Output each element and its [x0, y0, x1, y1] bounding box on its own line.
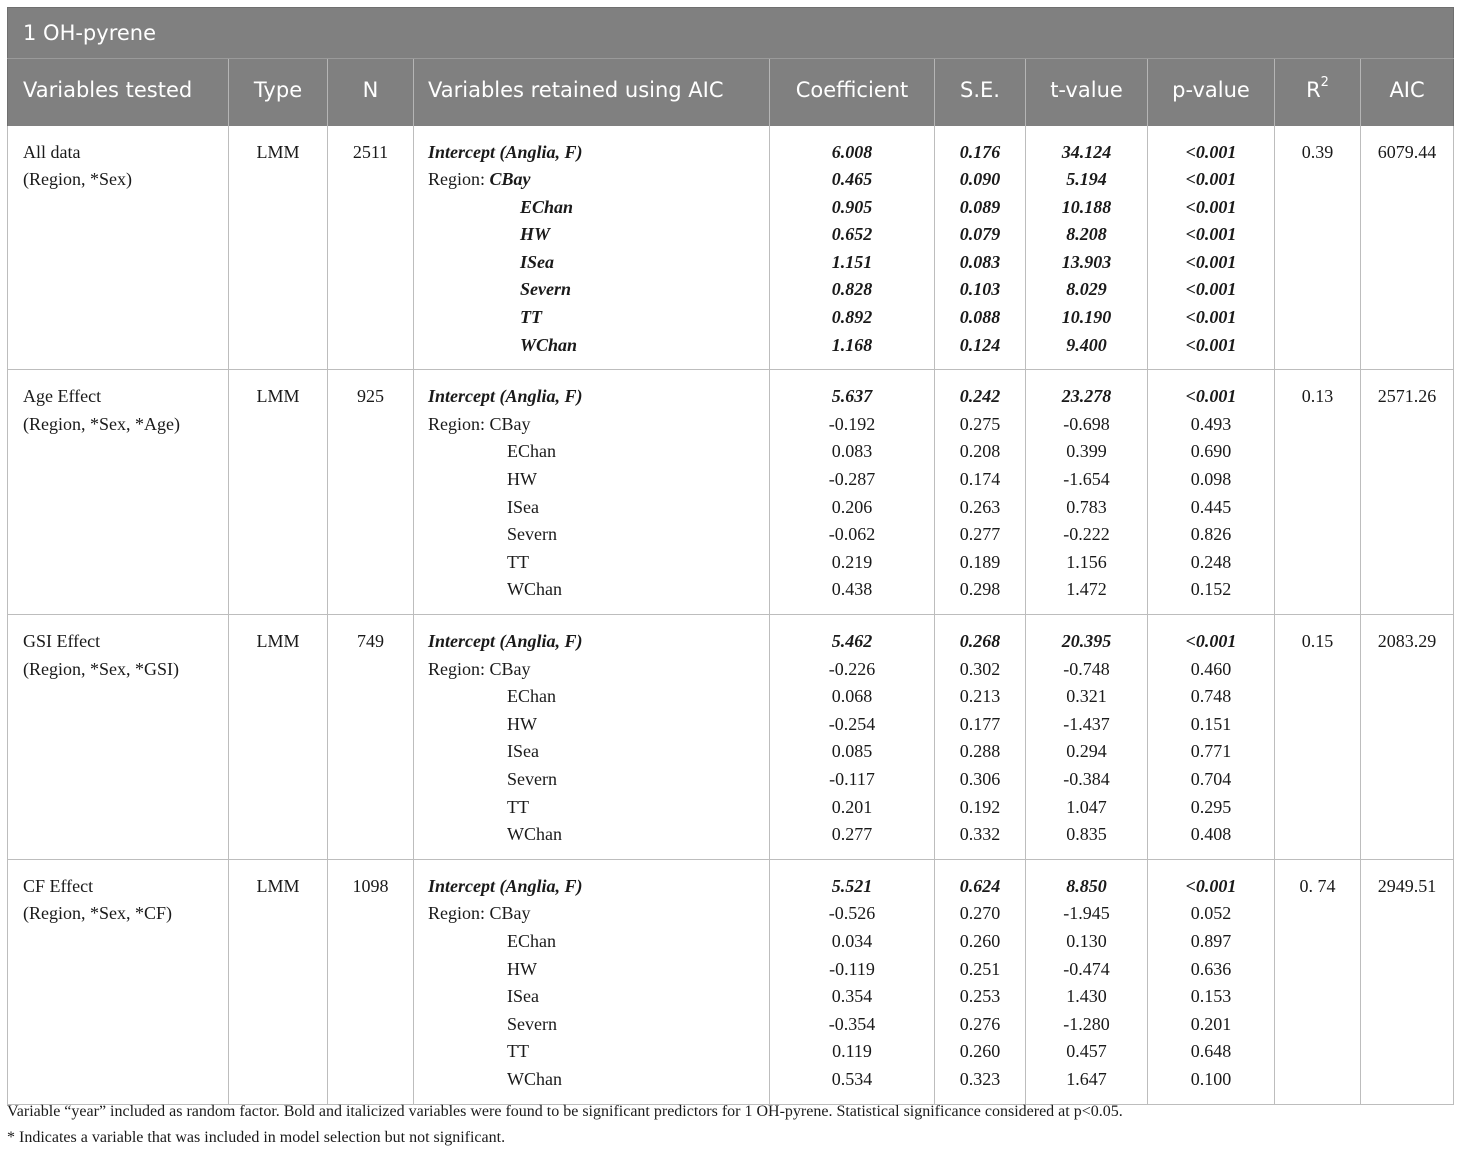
- table-title-row: [8, 8, 1454, 59]
- model-group: [8, 126, 1454, 370]
- t-value-cell: [1026, 370, 1148, 615]
- region-name: WChan: [507, 1068, 562, 1089]
- p-value: 0.748: [1190, 686, 1232, 707]
- se-value: 0.089: [959, 196, 1001, 217]
- t-value-cell: [1026, 859, 1148, 1104]
- intercept-label: [414, 383, 769, 411]
- t-value: 0.399: [1066, 441, 1107, 462]
- p-value: 0.152: [1190, 579, 1232, 600]
- region-name: HW: [520, 224, 551, 245]
- p-value: 0.098: [1190, 469, 1232, 490]
- se-value: 0.268: [959, 631, 1001, 651]
- aic-cell: [1361, 615, 1454, 860]
- region-name: EChan: [507, 441, 556, 462]
- t-value: -1.945: [1063, 903, 1110, 924]
- se-value: 0.079: [959, 224, 1001, 245]
- type-cell: [229, 615, 328, 860]
- p-value: 0.636: [1190, 958, 1232, 979]
- coefficient-value: 0.083: [831, 441, 873, 462]
- aic-cell: [1361, 859, 1454, 1104]
- model-type: LMM: [256, 141, 300, 162]
- se-value: 0.090: [959, 169, 1001, 190]
- t-value: -1.437: [1063, 713, 1110, 734]
- model-group: [8, 370, 1454, 615]
- r-squared-cell: [1275, 126, 1361, 370]
- intercept-label: [414, 139, 769, 167]
- p-value: 0.295: [1190, 796, 1232, 817]
- results-table-container: [7, 7, 1453, 1105]
- t-value: 23.278: [1061, 386, 1112, 407]
- aic-value: 6079.44: [1377, 141, 1437, 162]
- region-row-label: [414, 656, 769, 684]
- sample-size: 1098: [352, 875, 389, 896]
- region-name: ISea: [507, 741, 539, 762]
- se-cell: [935, 126, 1026, 370]
- t-value: 0.321: [1066, 686, 1107, 707]
- region-name: Severn: [507, 1013, 557, 1034]
- region-name: WChan: [507, 824, 562, 845]
- header-r-squared: [1275, 59, 1361, 126]
- header-variables-retained: Variables retained using AIC: [414, 59, 770, 126]
- se-value: 0.189: [959, 551, 1001, 572]
- intercept-label-text: Intercept (Anglia, F): [428, 631, 583, 651]
- se-value: 0.176: [959, 141, 1001, 162]
- region-name: HW: [507, 958, 537, 979]
- coefficient-value: 0.277: [831, 824, 873, 845]
- region-name: CBay: [489, 903, 531, 924]
- aic-value: 2571.26: [1377, 386, 1437, 407]
- region-prefix: Region:: [428, 658, 490, 679]
- aic-value: 2083.29: [1377, 631, 1437, 651]
- intercept-label: [414, 873, 769, 901]
- p-value: <0.001: [1185, 251, 1237, 272]
- model-variables: (Region, *Sex, *CF): [23, 903, 173, 924]
- coefficient-value: -0.526: [828, 903, 876, 924]
- region-name: ISea: [507, 986, 539, 1007]
- region-name: Severn: [507, 768, 557, 789]
- t-value: 10.190: [1061, 307, 1112, 328]
- p-value: <0.001: [1185, 875, 1237, 896]
- region-prefix: Region:: [428, 903, 490, 924]
- se-value: 0.276: [959, 1013, 1001, 1034]
- coefficient-value: 0.652: [831, 224, 873, 245]
- table-row: [8, 370, 1454, 615]
- header-aic: AIC: [1361, 59, 1454, 126]
- se-value: 0.088: [959, 307, 1001, 328]
- model-group: [8, 859, 1454, 1104]
- region-name: CBay: [489, 169, 531, 190]
- t-value: 8.850: [1066, 875, 1107, 896]
- se-value: 0.288: [959, 741, 1001, 762]
- se-value: 0.306: [959, 768, 1001, 789]
- table-footnotes: [7, 1099, 1453, 1151]
- region-name: ISea: [507, 496, 539, 517]
- t-value: 1.647: [1066, 1068, 1107, 1089]
- region-name: WChan: [507, 579, 562, 600]
- coefficient-value: 0.438: [831, 579, 873, 600]
- se-value: 0.323: [959, 1068, 1001, 1089]
- se-value: 0.263: [959, 496, 1001, 517]
- coefficient-value: 6.008: [831, 141, 873, 162]
- t-value: -0.698: [1063, 413, 1110, 434]
- header-p-value: p-value: [1148, 59, 1275, 126]
- se-cell: [935, 615, 1026, 860]
- t-value: 10.188: [1061, 196, 1112, 217]
- intercept-label-text: Intercept (Anglia, F): [428, 141, 583, 162]
- p-value: 0.648: [1190, 1041, 1232, 1062]
- coefficient-value: 0.892: [831, 307, 873, 328]
- coefficient-value: -0.117: [829, 768, 875, 789]
- p-value: 0.151: [1190, 713, 1232, 734]
- region-name: HW: [507, 713, 537, 734]
- model-type: LMM: [256, 631, 300, 651]
- region-prefix: Region:: [428, 169, 490, 190]
- coefficient-value: -0.192: [828, 413, 876, 434]
- coefficient-value: 0.119: [832, 1041, 872, 1062]
- p-value: 0.052: [1190, 903, 1232, 924]
- t-value: 0.783: [1066, 496, 1107, 517]
- se-value: 0.174: [959, 469, 1001, 490]
- t-value: 8.208: [1066, 224, 1107, 245]
- n-cell: [328, 615, 414, 860]
- variables-tested-cell: [8, 126, 229, 370]
- t-value: 34.124: [1061, 141, 1112, 162]
- coefficient-value: 0.534: [831, 1068, 873, 1089]
- coefficient-value: 0.465: [831, 169, 873, 190]
- region-name: EChan: [507, 930, 556, 951]
- region-name: TT: [507, 1041, 529, 1062]
- variables-tested-cell: [8, 859, 229, 1104]
- intercept-label-text: Intercept (Anglia, F): [428, 386, 583, 407]
- region-name: TT: [520, 307, 542, 328]
- p-value: 0.460: [1190, 658, 1232, 679]
- aic-cell: [1361, 370, 1454, 615]
- p-value: 0.100: [1190, 1068, 1232, 1089]
- t-value: 5.194: [1066, 169, 1107, 190]
- coefficient-cell: [770, 370, 935, 615]
- coefficient-value: -0.354: [828, 1013, 876, 1034]
- p-value: <0.001: [1185, 334, 1237, 355]
- intercept-label: [414, 628, 769, 656]
- results-table: [7, 7, 1454, 1105]
- p-value: 0.771: [1190, 741, 1232, 762]
- coefficient-value: 0.219: [831, 551, 873, 572]
- model-name: All data: [23, 141, 81, 162]
- region-name: WChan: [520, 334, 578, 355]
- t-value: 0.835: [1066, 824, 1107, 845]
- p-value: 0.826: [1190, 524, 1232, 545]
- model-type: LMM: [256, 875, 300, 896]
- table-row: [8, 615, 1454, 860]
- p-value: <0.001: [1185, 307, 1237, 328]
- se-value: 0.208: [959, 441, 1001, 462]
- table-row: [8, 126, 1454, 370]
- coefficient-value: -0.062: [828, 524, 876, 545]
- header-r-squared-sup: 2: [1320, 75, 1329, 91]
- coefficient-value: 0.206: [831, 496, 873, 517]
- region-name: HW: [507, 469, 537, 490]
- header-se: S.E.: [935, 59, 1026, 126]
- coefficient-value: -0.287: [828, 469, 876, 490]
- t-value: -1.280: [1063, 1013, 1110, 1034]
- t-value: 8.029: [1066, 279, 1107, 300]
- header-variables-tested: Variables tested: [8, 59, 229, 126]
- coefficient-value: 0.085: [831, 741, 873, 762]
- table-title: 1 OH-pyrene: [8, 8, 1454, 59]
- intercept-label-text: Intercept (Anglia, F): [428, 875, 583, 896]
- variables-retained-cell: [414, 126, 770, 370]
- se-value: 0.192: [959, 796, 1001, 817]
- t-value: -0.748: [1063, 658, 1110, 679]
- coefficient-value: 0.068: [831, 686, 873, 707]
- p-value: 0.897: [1190, 930, 1232, 951]
- se-value: 0.277: [959, 524, 1001, 545]
- model-variables: (Region, *Sex): [23, 169, 132, 190]
- se-value: 0.083: [959, 251, 1001, 272]
- region-name: Severn: [507, 524, 557, 545]
- coefficient-cell: [770, 615, 935, 860]
- p-value: 0.153: [1190, 986, 1232, 1007]
- t-value: 20.395: [1061, 631, 1112, 651]
- table-row: [8, 859, 1454, 1104]
- p-value: 0.201: [1190, 1013, 1232, 1034]
- coefficient-value: -0.254: [828, 713, 876, 734]
- header-coefficient: Coefficient: [770, 59, 935, 126]
- column-header-row: [8, 59, 1454, 126]
- se-value: 0.103: [959, 279, 1001, 300]
- p-value-cell: [1148, 859, 1275, 1104]
- p-value: <0.001: [1185, 279, 1237, 300]
- t-value: -0.384: [1063, 768, 1110, 789]
- aic-cell: [1361, 126, 1454, 370]
- variables-tested-cell: [8, 615, 229, 860]
- t-value: -0.474: [1063, 958, 1110, 979]
- model-type: LMM: [256, 386, 300, 407]
- sample-size: 2511: [352, 141, 389, 162]
- region-row-label: [414, 900, 769, 928]
- r-squared-value: 0.39: [1301, 141, 1334, 162]
- coefficient-value: 0.034: [831, 930, 873, 951]
- t-value: 0.294: [1066, 741, 1107, 762]
- type-cell: [229, 370, 328, 615]
- t-value-cell: [1026, 615, 1148, 860]
- p-value: <0.001: [1185, 631, 1237, 651]
- footnote-random-factor: Variable “year” included as random factor. Bold and italicized variables were found to be significant predictors for 1 OH-pyrene. Statistical significance considered at p<0.05.: [7, 1103, 1123, 1120]
- footnote-asterisk: * Indicates a variable that was included in model selection but not significant.: [7, 1129, 506, 1146]
- t-value: 1.047: [1066, 796, 1107, 817]
- n-cell: [328, 126, 414, 370]
- se-value: 0.251: [959, 958, 1001, 979]
- variables-tested-cell: [8, 370, 229, 615]
- p-value: <0.001: [1185, 141, 1237, 162]
- p-value-cell: [1148, 615, 1275, 860]
- se-value: 0.242: [959, 386, 1001, 407]
- t-value: -0.222: [1063, 524, 1110, 545]
- variables-retained-cell: [414, 615, 770, 860]
- se-value: 0.275: [959, 413, 1001, 434]
- t-value: 0.130: [1066, 930, 1107, 951]
- coefficient-value: 1.151: [831, 251, 873, 272]
- p-value: <0.001: [1185, 386, 1237, 407]
- p-value: 0.704: [1190, 768, 1232, 789]
- r-squared-cell: [1275, 615, 1361, 860]
- se-value: 0.253: [959, 986, 1001, 1007]
- region-row-label: [414, 166, 769, 194]
- se-value: 0.624: [959, 875, 1001, 896]
- aic-value: 2949.51: [1377, 875, 1437, 896]
- model-group: [8, 615, 1454, 860]
- region-name: TT: [507, 551, 529, 572]
- coefficient-value: 5.521: [831, 875, 873, 896]
- coefficient-value: 0.354: [831, 986, 873, 1007]
- coefficient-value: -0.226: [828, 658, 876, 679]
- region-name: EChan: [507, 686, 556, 707]
- coefficient-value: -0.119: [829, 958, 875, 979]
- region-name: Severn: [520, 279, 571, 300]
- header-n: N: [328, 59, 414, 126]
- t-value-cell: [1026, 126, 1148, 370]
- region-prefix: Region:: [428, 413, 490, 434]
- se-value: 0.177: [959, 713, 1001, 734]
- type-cell: [229, 126, 328, 370]
- region-name: CBay: [489, 658, 531, 679]
- p-value: 0.408: [1190, 824, 1232, 845]
- coefficient-value: 0.201: [831, 796, 873, 817]
- coefficient-value: 5.637: [831, 386, 873, 407]
- p-value: <0.001: [1185, 196, 1237, 217]
- se-value: 0.302: [959, 658, 1001, 679]
- se-value: 0.260: [959, 930, 1001, 951]
- r-squared-value: 0.15: [1301, 631, 1334, 651]
- t-value: 13.903: [1061, 251, 1112, 272]
- coefficient-value: 5.462: [831, 631, 873, 651]
- r-squared-cell: [1275, 859, 1361, 1104]
- header-type: Type: [229, 59, 328, 126]
- p-value: 0.445: [1190, 496, 1232, 517]
- coefficient-value: 0.905: [831, 196, 873, 217]
- se-cell: [935, 370, 1026, 615]
- variables-retained-cell: [414, 859, 770, 1104]
- model-name: CF Effect: [23, 875, 94, 896]
- n-cell: [328, 370, 414, 615]
- region-name: TT: [507, 796, 529, 817]
- header-r-squared-base: R: [1306, 78, 1321, 103]
- p-value: 0.690: [1190, 441, 1232, 462]
- r-squared-cell: [1275, 370, 1361, 615]
- coefficient-value: 1.168: [831, 334, 873, 355]
- model-variables: (Region, *Sex, *Age): [23, 413, 180, 434]
- se-cell: [935, 859, 1026, 1104]
- se-value: 0.298: [959, 579, 1001, 600]
- region-name: CBay: [489, 413, 531, 434]
- p-value-cell: [1148, 126, 1275, 370]
- region-name: ISea: [520, 251, 555, 272]
- coefficient-value: 0.828: [831, 279, 873, 300]
- se-value: 0.124: [959, 334, 1001, 355]
- type-cell: [229, 859, 328, 1104]
- se-value: 0.332: [959, 824, 1001, 845]
- sample-size: 749: [357, 631, 384, 651]
- p-value: 0.248: [1190, 551, 1232, 572]
- p-value: <0.001: [1185, 224, 1237, 245]
- region-row-label: [414, 411, 769, 439]
- model-variables: (Region, *Sex, *GSI): [23, 658, 179, 679]
- coefficient-cell: [770, 126, 935, 370]
- t-value: 1.430: [1066, 986, 1107, 1007]
- variables-retained-cell: [414, 370, 770, 615]
- t-value: 1.156: [1066, 551, 1107, 572]
- se-value: 0.270: [959, 903, 1001, 924]
- model-name: GSI Effect: [23, 631, 101, 651]
- t-value: 1.472: [1066, 579, 1107, 600]
- t-value: 9.400: [1066, 334, 1107, 355]
- region-name: EChan: [520, 196, 574, 217]
- coefficient-cell: [770, 859, 935, 1104]
- n-cell: [328, 859, 414, 1104]
- t-value: 0.457: [1066, 1041, 1107, 1062]
- p-value: 0.493: [1190, 413, 1232, 434]
- sample-size: 925: [357, 386, 384, 407]
- r-squared-value: 0. 74: [1299, 875, 1336, 896]
- se-value: 0.260: [959, 1041, 1001, 1062]
- p-value-cell: [1148, 370, 1275, 615]
- model-name: Age Effect: [23, 386, 102, 407]
- se-value: 0.213: [959, 686, 1001, 707]
- r-squared-value: 0.13: [1301, 386, 1334, 407]
- t-value: -1.654: [1063, 469, 1110, 490]
- header-t-value: t-value: [1026, 59, 1148, 126]
- p-value: <0.001: [1185, 169, 1237, 190]
